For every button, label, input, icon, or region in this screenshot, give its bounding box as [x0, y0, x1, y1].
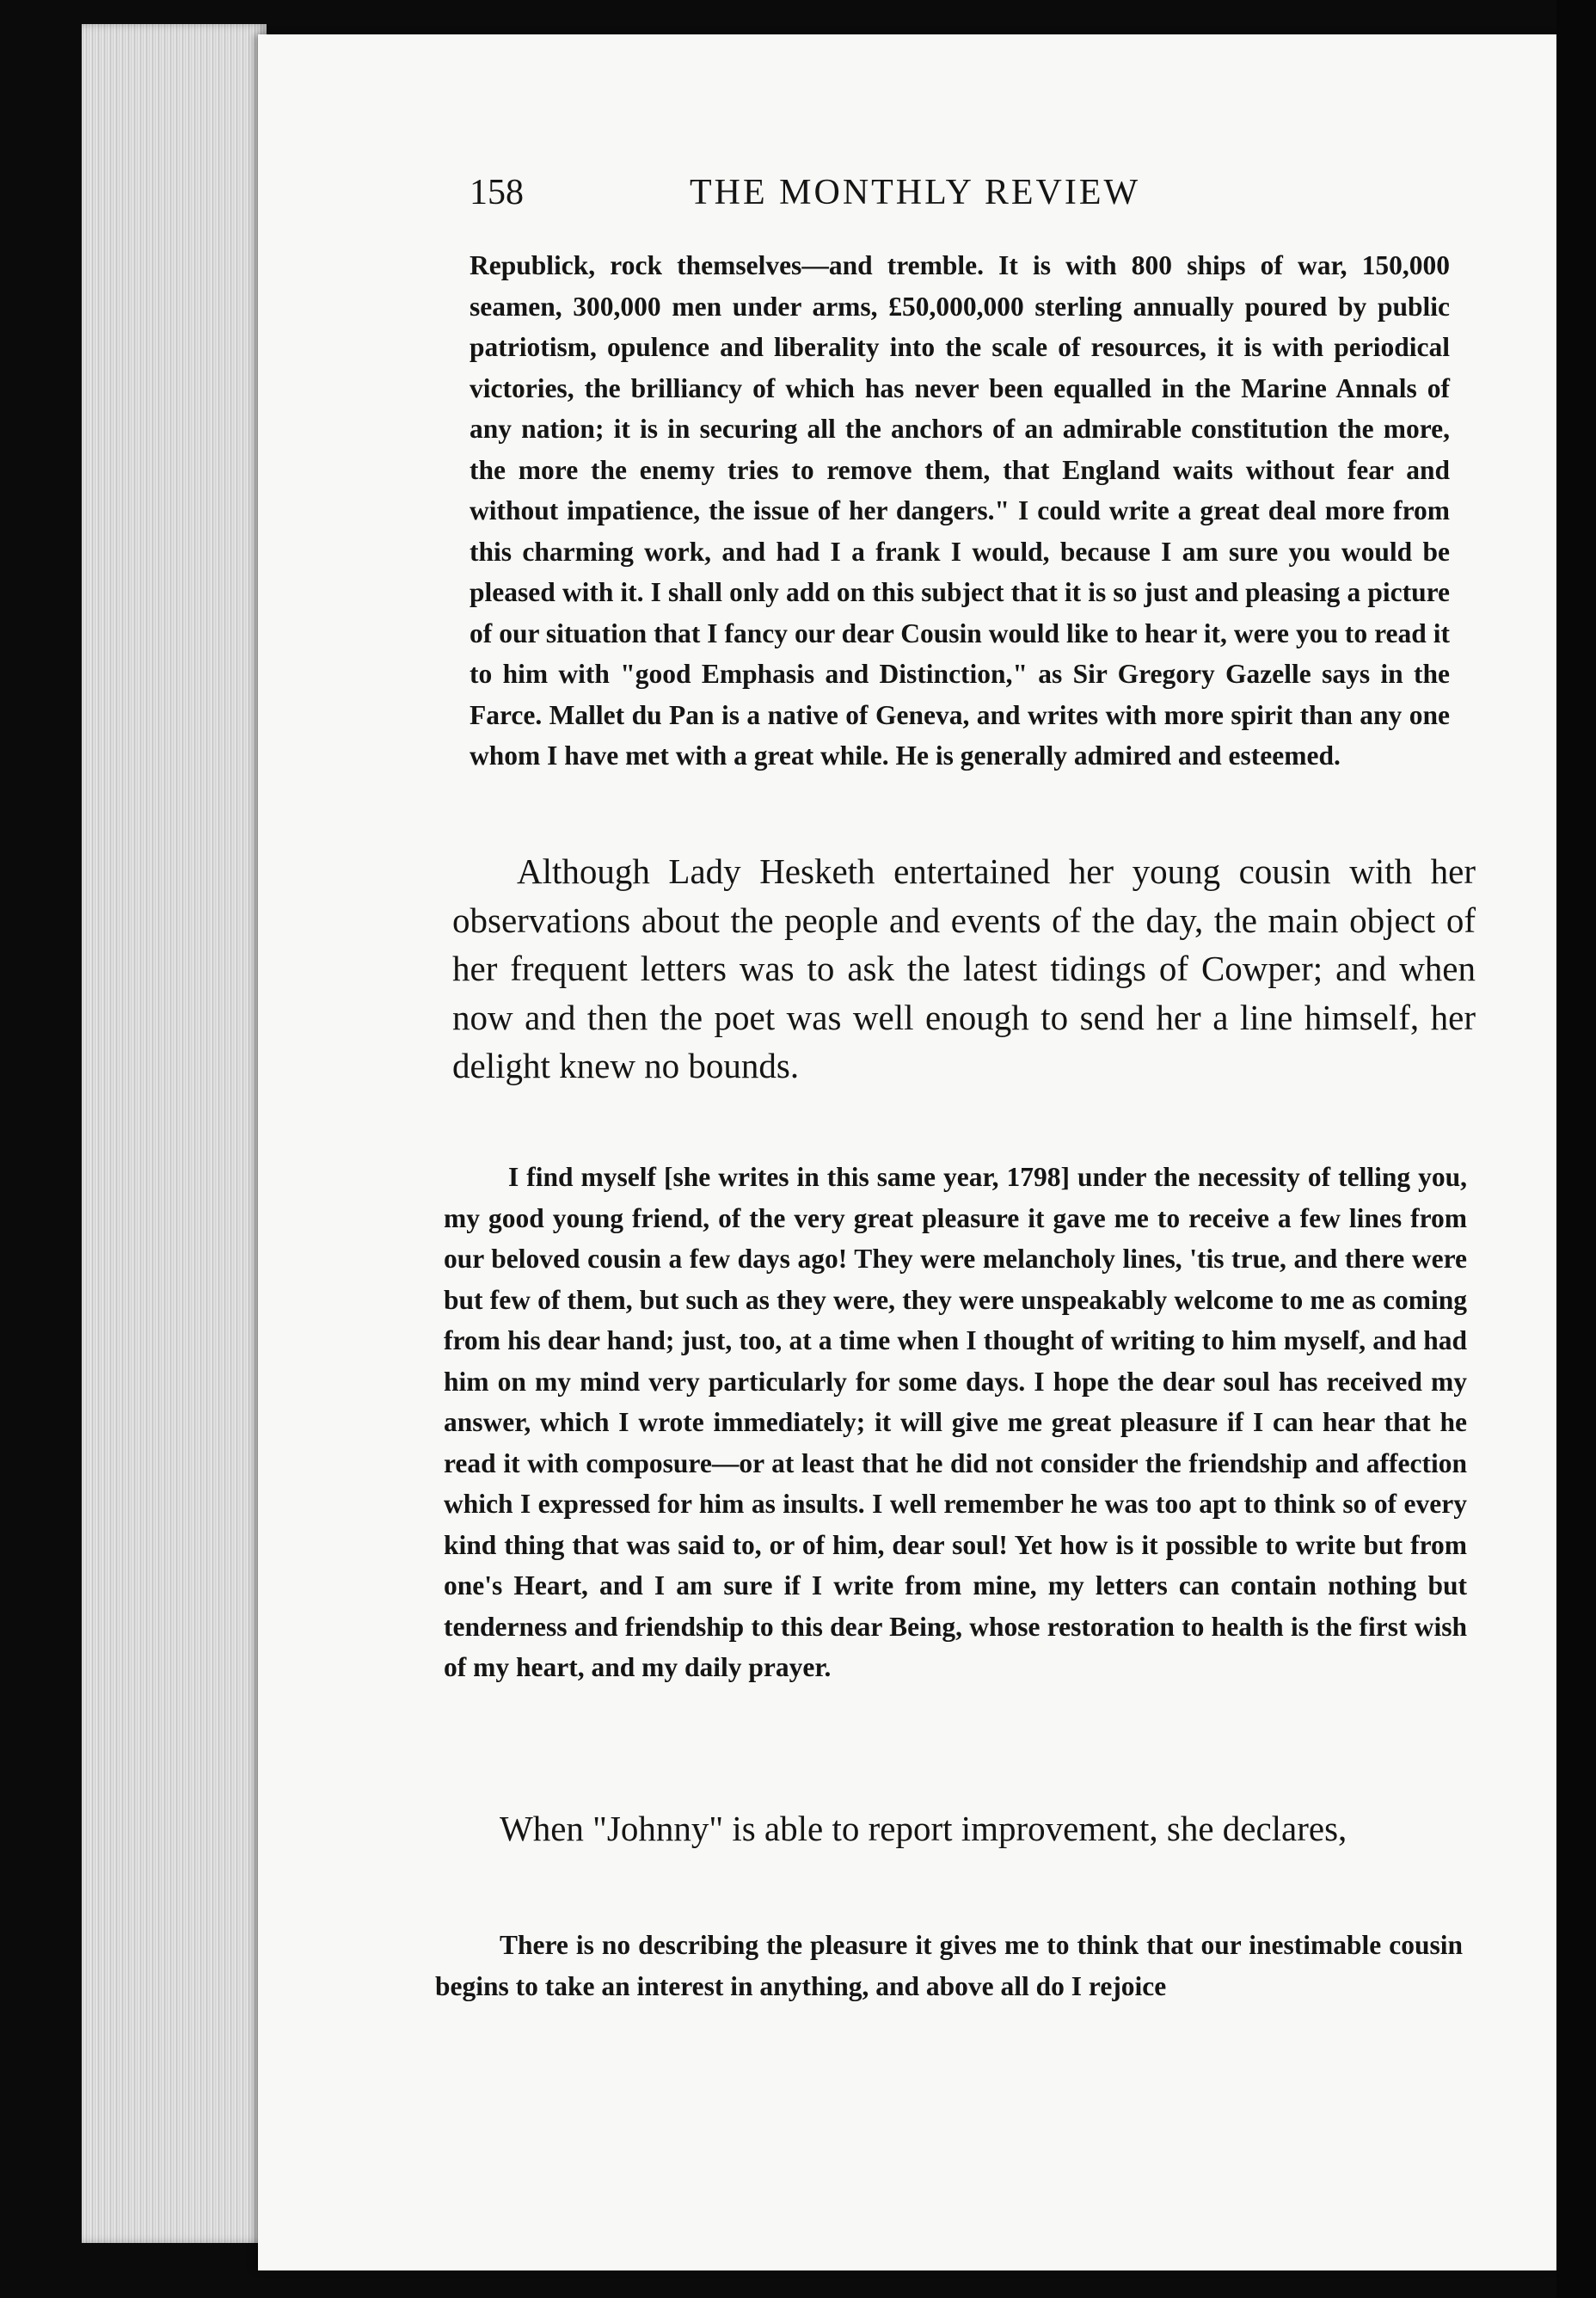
quoted-letter: I find myself [she writes in this same year, 1798] under the necessity of telling you, my good young friend, of the very great pleasure it gave me to receive a few lines from our beloved cousin a few days ago! They were melancholy lines, 'tis true, and there were but few of them, but such as they were, they were unspeakably welcome to me as coming from his dear hand; just, too, at a time when I thought of writing to him myself, and had him on my mind very particularly for some days. I hope the dear soul has received my answer, which I wrote immediately; it will give me great pleasure if I can hear that he read it with composure—or at least that he did not consider the friendship and affection which I expressed for him as insults. I well remember he was too apt to think so of every kind thing that was said to, or of him, dear soul! Yet how is it possible to write but from one's Heart, and I am sure if I write from mine, my letters can contain nothing but tenderness and friendship to this dear Being, whose restoration to health is the first wish of my heart, and my daily prayer. [444, 1162, 1467, 1682]
quoted-letter-continuation: Republick, rock themselves—and tremble. It is with 800 ships of war, 150,000 seamen, 300,000 men under arms, £50,000,000 sterling annually poured by public patriotism, opulence and liberality into the scale of resources, it is with periodical victories, the brilliancy of which has never been equalled in the Marine Annals of any nation; it is in securing all the anchors of an admirable constitution the more, the more the enemy tries to remove them, that England waits without fear and without impatience, the issue of her dangers." I could write a great deal more from this charming work, and had I a frank I would, because I am sure you would be pleased with it. I shall only add on this subject that it is so just and pleasing a picture of our situation that I fancy our dear Cousin would like to hear it, were you to read it to him with "good Emphasis and Distinction," as Sir Gregory Gazelle says in the Farce. Mallet du Pan is a native of Geneva, and writes with more spirit than any one whom I have met with a great while. He is generally admired and esteemed. [470, 250, 1450, 771]
narrative-paragraph-short: When "Johnny" is able to report improvement, she declares, [500, 1809, 1347, 1848]
scan-margin-right [1556, 0, 1596, 2298]
page-number: 158 [470, 173, 524, 212]
page-edges [82, 24, 267, 2243]
page-header [470, 172, 1450, 224]
narrative-paragraph: Although Lady Hesketh entertained her young cousin with her observations about the people and events of the day, the main object of her frequent letters was to ask the latest tidings of Cowper; and when now and then the poet was well enough to send her a line himself, her delight knew no bounds. [452, 851, 1476, 1085]
quoted-letter-start: There is no describing the pleasure it gives me to think that our inestimable cousin begins to take an interest in anything, and above all do I rejoice [435, 1930, 1463, 2001]
running-title: THE MONTHLY REVIEW [690, 173, 1141, 212]
